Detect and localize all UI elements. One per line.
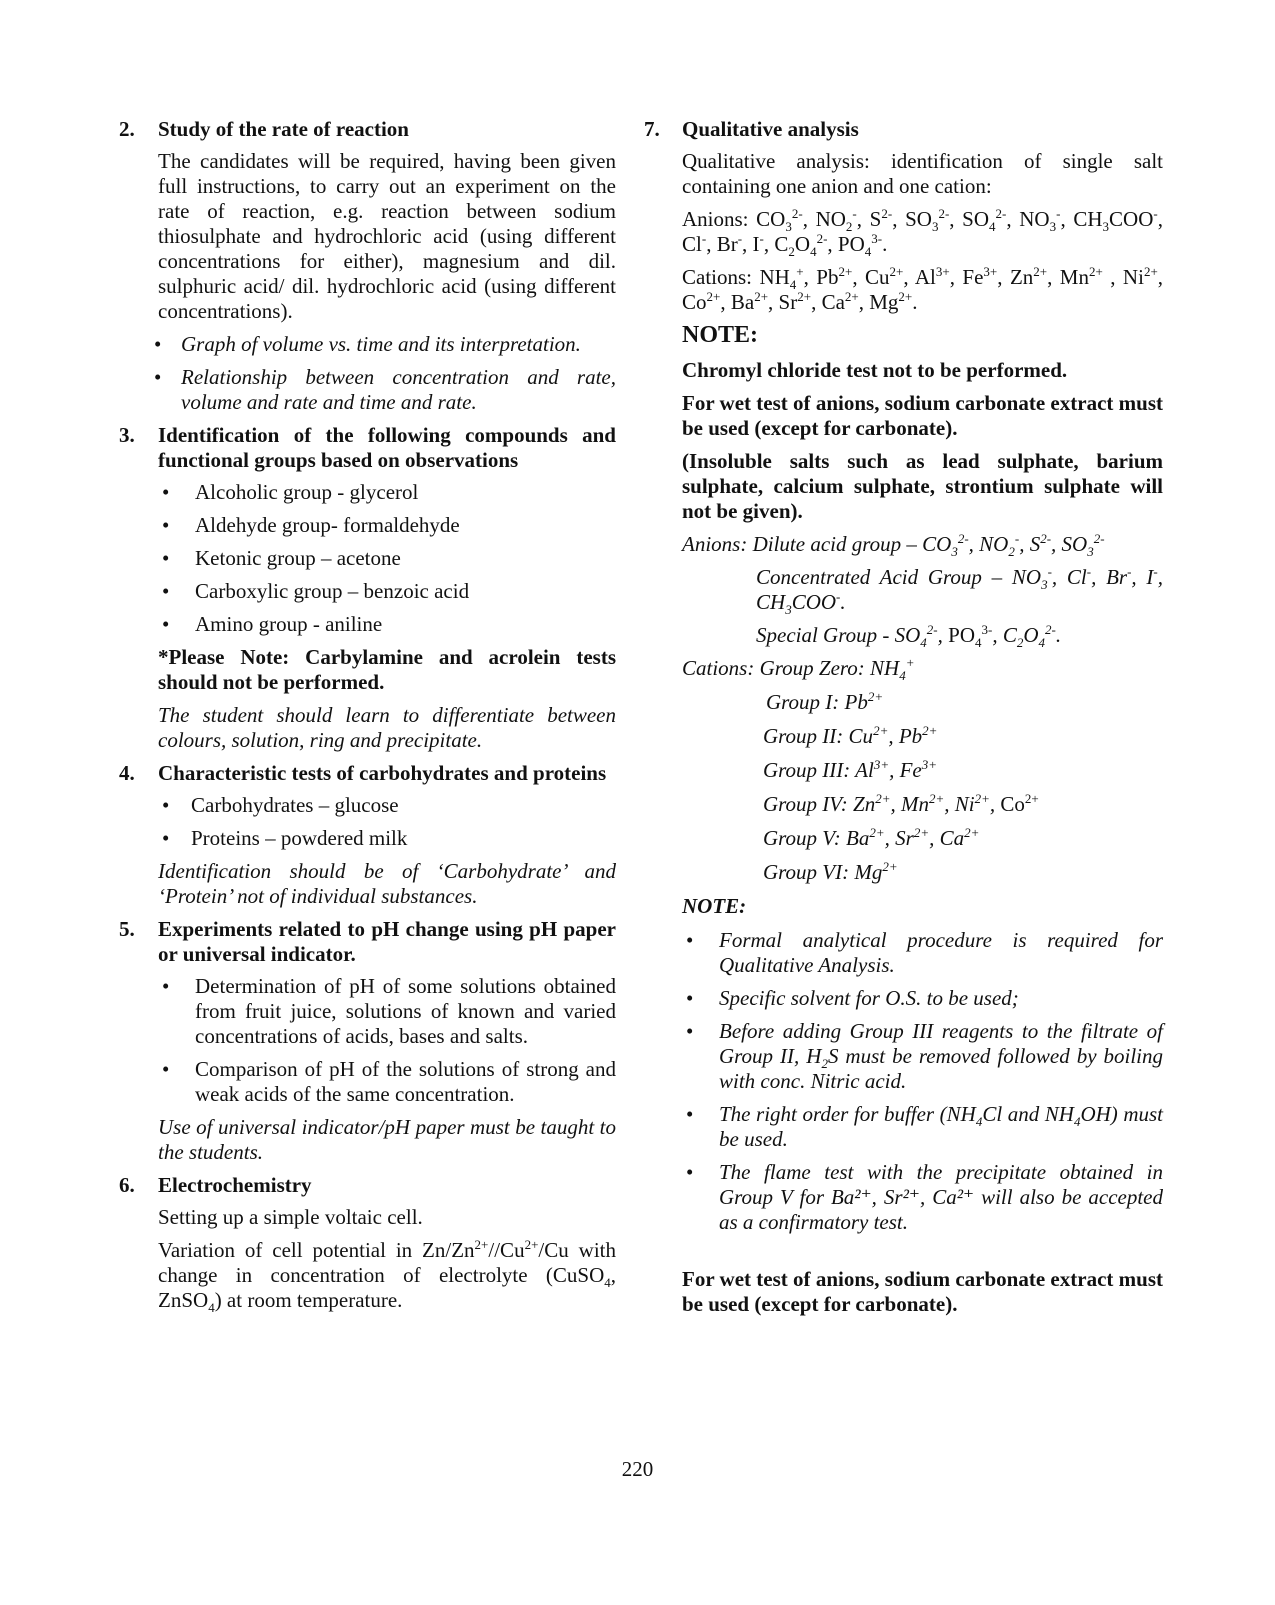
special-group: Special Group - $SO_4^{2-}$, $PO_4^{3-}$, $C_2O_4^{2-}$. [756,622,1062,651]
bullet-list [158,480,616,637]
section-number: 2. [119,117,135,141]
list-item: • Alcoholic group - glycerol [158,480,616,505]
cations-list: Cations: $NH_4^+$, $Pb^{2+}$, $Cu^{2+}$, $Al^{3+}$, $Fe^{3+}$, $Zn^{2+}$, $Mn^{2+}$ , $Ni^{2+}$, $Co^{2+}$, $Ba^{2+}$, $Sr^{2+}$, $Ca^{2+}$, $Mg^{2+}$. [682,264,1164,314]
section-intro: Qualitative analysis: identification of single salt containing one anion and one cation: [682,149,1163,198]
section-title: Qualitative analysis [682,117,859,141]
cation-group-2: Group II: $Cu^{2+}$, $Pb^{2+}$ [763,723,938,748]
section-intro: The candidates will be required, having been given full instructions, to carry out an experiment on the rate of reaction, e.g. reaction between sodium thiosulphate and hydrochloric acid (using different concentrations for either), magnesium and dil. sulphuric acid/ dil. hydrochloric acid (using different concentrations). [158,149,616,323]
note-text: *Please Note: Carbylamine and acrolein tests should not be performed. [158,645,616,694]
cation-group-5: Group V: $Ba^{2+}$, $Sr^{2+}$, $Ca^{2+}$ [763,825,980,850]
section-3 [119,423,616,753]
section-7 [644,117,1164,1317]
list-item: • The flame test with the precipitate obtained in Group V for Ba²⁺, Sr²⁺, Ca²⁺ will also be accepted as a confirmatory test. [682,1160,1163,1235]
section-2 [119,117,616,415]
section-6 [119,1173,616,1316]
bullet-list [158,974,616,1107]
section-title: Identification of the following compounds and functional groups based on observations [158,423,616,472]
note-text: For wet test of anions, sodium carbonate extract must be used (except for carbonate). [682,391,1163,440]
list-item: • The right order for buffer ($NH_4Cl$ and $NH_4OH$) must be used. [682,1102,1163,1152]
list-item: • Determination of pH of some solutions obtained from fruit juice, solutions of known and varied concentrations of acids, bases and salts. [158,974,616,1049]
list-item: • Ketonic group – acetone [158,546,616,571]
cation-group-3: Group III: $Al^{3+}$, $Fe^{3+}$ [763,757,938,782]
section-5 [119,917,616,1165]
list-item: • Amino group - aniline [158,612,616,637]
concentrated-acid-group: Concentrated Acid Group – $NO_3^-$, Cl-, Br-, I-, $CH_3COO^-$. [756,564,1163,618]
section-title: Experiments related to pH change using pH paper or universal indicator. [158,917,616,966]
cell-potential-text: Variation of cell potential in $Zn/Zn^{2+}//Cu^{2+}/Cu$ with change in concentration of electrolyte (CuSO$_4$, ZnSO$_4$) at room temperature. [158,1237,616,1316]
dilute-acid-group: Anions: Dilute acid group – $CO_3^{2-}$, $NO_2^-$, $S^{2-}$, $SO_3^{2-}$ [682,531,1105,560]
italic-note: Identification should be of ‘Carbohydrate’ and ‘Protein’ not of individual substances. [158,859,616,908]
note-heading: NOTE: [682,894,747,918]
bullet-list [682,928,1163,1235]
note-text: (Insoluble salts such as lead sulphate, barium sulphate, calcium sulphate, strontium sulphate will not be given). [682,449,1163,523]
list-item: • Comparison of pH of the solutions of strong and weak acids of the same concentration. [158,1057,616,1107]
section-number: 5. [119,917,135,941]
right-column [644,117,1164,1325]
list-item: • Carboxylic group – benzoic acid [158,579,616,604]
cation-group-6: Group VI: $Mg^{2+}$ [763,859,898,884]
left-column [119,117,616,1321]
cation-group-1: Group I: $Pb^{2+}$ [766,689,884,714]
list-item: • Proteins – powdered milk [158,826,616,851]
cations-group-zero: Cations: Group Zero: $NH_4^+$ [682,655,915,684]
italic-note: Use of universal indicator/pH paper must be taught to the students. [158,1115,616,1164]
section-4 [119,761,616,909]
section-title: Characteristic tests of carbohydrates and proteins [158,761,607,785]
list-item: • Formal analytical procedure is required for Qualitative Analysis. [682,928,1163,978]
list-item: • Specific solvent for O.S. to be used; [682,986,1163,1011]
note-text: For wet test of anions, sodium carbonate extract must be used (except for carbonate). [682,1267,1163,1316]
section-text: Setting up a simple voltaic cell. [158,1205,423,1229]
section-title: Electrochemistry [158,1173,312,1197]
anions-list: Anions: $CO_3^{2-}$, $NO_2^-$, $S^{2-}$, $SO_3^{2-}$, $SO_4^{2-}$, $NO_3^-$, $CH_3COO^-$, Cl-, Br-, I-, $C_2O_4^{2-}$, $PO_4^{3-}$. [682,206,1163,260]
italic-note: The student should learn to differentiate between colours, solution, ring and precipitate. [158,703,616,752]
section-number: 7. [644,117,660,141]
cation-group-4: Group IV: $Zn^{2+}$, $Mn^{2+}$, $Ni^{2+}$, $Co^{2+}$ [763,791,1039,816]
section-number: 4. [119,761,135,785]
page-number: 220 [621,1457,654,1481]
section-number: 3. [119,423,135,447]
note-text: Chromyl chloride test not to be performed. [682,358,1068,382]
list-item: • Graph of volume vs. time and its interpretation. [158,332,616,357]
list-item: • Relationship between concentration and rate, volume and rate and time and rate. [158,365,616,415]
list-item: • Aldehyde group- formaldehyde [158,513,616,538]
bullet-list [158,793,616,851]
note-heading: NOTE: [682,322,759,348]
list-item: • Before adding Group III reagents to the filtrate of Group II, $H_2S$ must be removed followed by boiling with conc. Nitric acid. [682,1019,1163,1094]
list-item: • Carbohydrates – glucose [158,793,616,818]
section-title: Study of the rate of reaction [158,117,409,141]
section-number: 6. [119,1173,135,1197]
bullet-list [158,332,616,415]
